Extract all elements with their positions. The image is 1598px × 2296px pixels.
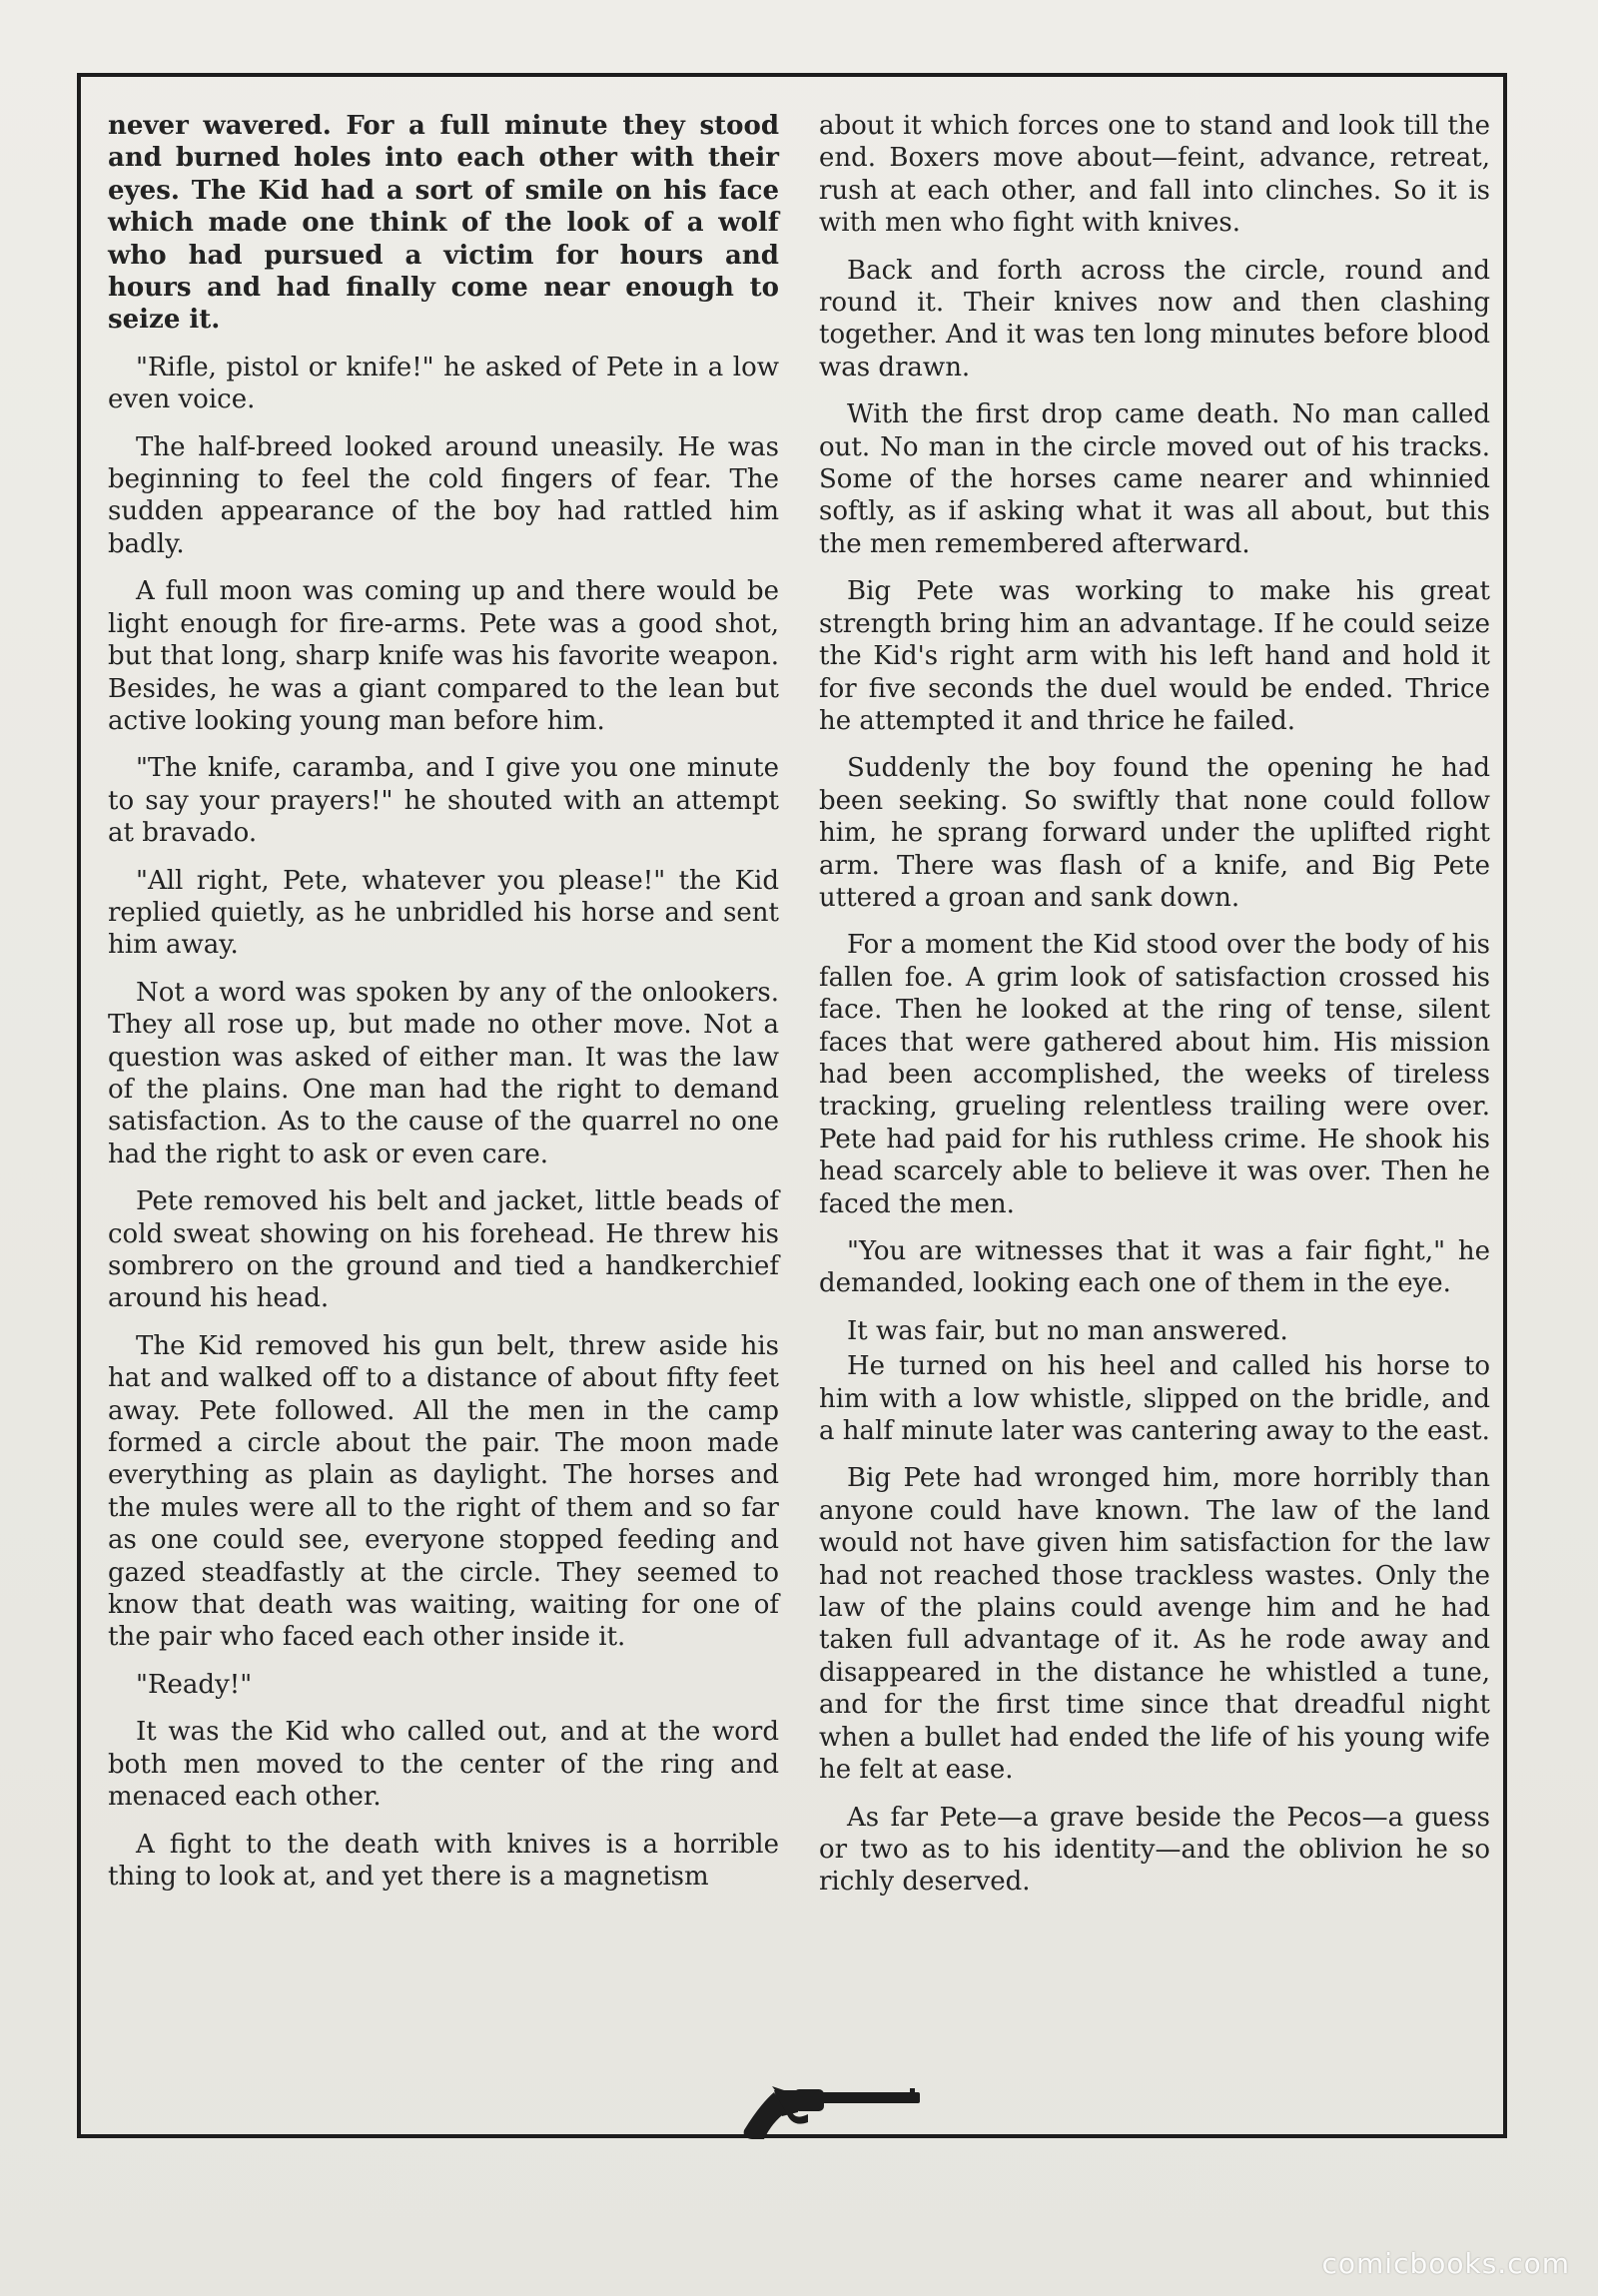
story-paragraph: Pete removed his belt and jacket, little beads of cold sweat showing on his forehead. He threw his sombrero on the ground and tied a handkerchief around his head. — [108, 1186, 779, 1314]
story-paragraph: "Ready!" — [136, 1669, 253, 1700]
story-column-left — [108, 110, 779, 1908]
story-paragraph: Not a word was spoken by any of the onlookers. They all rose up, but made no other move. Not a question was asked of either man. It was the law of the plains. One man had the right to demand satisfaction. As to the cause of the quarrel no one had the right to ask or even care. — [108, 977, 779, 1169]
story-paragraph: "Rifle, pistol or knife!" he asked of Pete in a low even voice. — [108, 352, 779, 415]
revolver-icon — [734, 2082, 924, 2142]
story-paragraph: A full moon was coming up and there would be light enough for fire-arms. Pete was a good shot, but that long, sharp knife was his favorite weapon. Besides, he was a giant compared to the lean but active looking young man before him. — [108, 576, 779, 736]
story-paragraph: He turned on his heel and called his horse to him with a low whistle, slipped on the bridle, and a half minute later was cantering away to the east. — [819, 1351, 1490, 1447]
story-paragraph: Big Pete had wronged him, more horribly than anyone could have known. The law of the land would not have given him satisfaction for the law had not reached those trackless wastes. Only the law of the plains could avenge him and he had taken full advantage of it. As he rode away and disappeared in the distance he whistled a tune, and for the first time since that dreadful night when a bullet had ended the life of his young wife he felt at ease. — [819, 1463, 1490, 1786]
story-paragraph: With the first drop came death. No man called out. No man in the circle moved out of his tracks. Some of the horses came nearer and whinnied softly, as if asking what it was all about, but this the men remembered afterward. — [819, 399, 1490, 559]
story-paragraph: It was fair, but no man answered. — [847, 1315, 1288, 1346]
story-paragraph: As far Pete—a grave beside the Pecos—a guess or two as to his identity—and the oblivion he so richly deserved. — [819, 1802, 1490, 1898]
story-paragraph: never wavered. For a full minute they stood and burned holes into each other with their eyes. The Kid had a sort of smile on his face which made one think of the look of a wolf who had pursued a victim for hours and hours and had finally come near enough to seize it. — [108, 111, 779, 336]
story-paragraph: For a moment the Kid stood over the body of his fallen foe. A grim look of satisfaction crossed his face. Then he looked at the ring of tense, silent faces that were gathered about him. His mission had been accomplished, the weeks of tireless tracking, grueling relentless trailing were over. Pete had paid for his ruthless crime. He shook his head scarcely able to believe it was over. Then he faced the men. — [819, 930, 1490, 1219]
story-paragraph: "All right, Pete, whatever you please!" the Kid replied quietly, as he unbridled his horse and sent him away. — [108, 865, 779, 961]
story-paragraph: "The knife, caramba, and I give you one minute to say your prayers!" he shouted with an attempt at bravado. — [108, 753, 779, 849]
story-paragraph: Big Pete was working to make his great strength bring him an advantage. If he could seize the Kid's right arm with his left hand and hold it for five seconds the duel would be ended. Thrice he attempted it and thrice he failed. — [819, 576, 1490, 736]
story-paragraph: A fight to the death with knives is a horrible thing to look at, and yet there is a magnetism — [108, 1829, 779, 1892]
story-paragraph: It was the Kid who called out, and at the word both men moved to the center of the ring and menaced each other. — [108, 1717, 779, 1813]
story-paragraph: The Kid removed his gun belt, threw aside his hat and walked off to a distance of about fifty feet away. Pete followed. All the men in the camp formed a circle about the pair. The moon made everything as plain as daylight. The horses and the mules were all to the right of them and so far as one could see, everyone stopped feeding and gazed steadfastly at the circle. They seemed to know that death was waiting, waiting for one of the pair who faced each other inside it. — [108, 1330, 779, 1653]
story-column-right — [819, 110, 1490, 1913]
story-paragraph: Suddenly the boy found the opening he had been seeking. So swiftly that none could follow him, he sprang forward under the uplifted right arm. There was flash of a knife, and Big Pete uttered a groan and sank down. — [819, 753, 1490, 913]
story-paragraph: about it which forces one to stand and look till the end. Boxers move about—feint, advance, retreat, rush at each other, and fall into clinches. So it is with men who fight with knives. — [819, 111, 1490, 239]
watermark: comicbooks.com — [1321, 2247, 1570, 2280]
story-paragraph: Back and forth across the circle, round and round it. Their knives now and then clashing together. And it was ten long minutes before blood was drawn. — [819, 255, 1490, 383]
story-paragraph: "You are witnesses that it was a fair fight," he demanded, looking each one of them in the eye. — [819, 1236, 1490, 1299]
story-paragraph: The half-breed looked around uneasily. He was beginning to feel the cold fingers of fear. The sudden appearance of the boy had rattled him badly. — [108, 431, 779, 559]
